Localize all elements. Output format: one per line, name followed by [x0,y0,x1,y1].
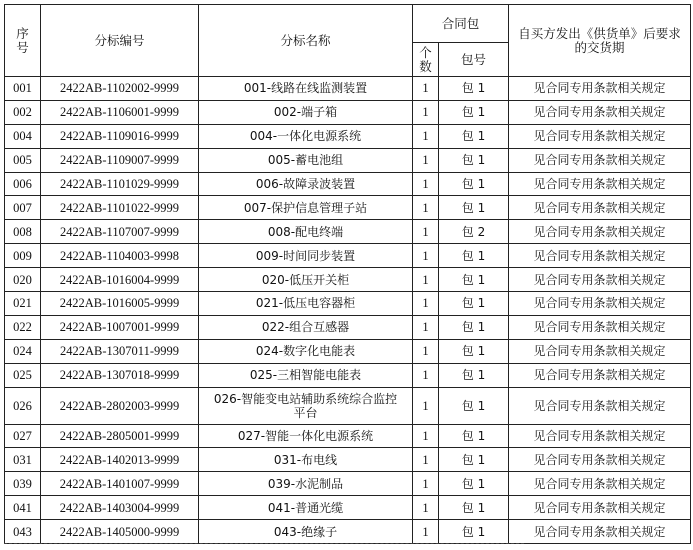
count-cell: 1 [413,196,439,220]
seq-cell: 041 [5,496,41,520]
table-row [5,148,691,172]
name-cell: 027-智能一体化电源系统 [199,424,413,448]
table-row [5,77,691,101]
count-cell: 1 [413,172,439,196]
table-row [5,172,691,196]
code-cell: 2422AB-1401007-9999 [41,472,199,496]
pkg-cell: 包 1 [439,424,509,448]
pkg-cell: 包 1 [439,472,509,496]
table-row [5,196,691,220]
code-cell: 2422AB-1109007-9999 [41,148,199,172]
seq-cell: 006 [5,172,41,196]
seq-cell: 026 [5,387,41,424]
header-pkg: 包号 [439,43,509,77]
code-cell: 2422AB-1307011-9999 [41,339,199,363]
delivery-cell: 见合同专用条款相关规定 [509,520,691,544]
seq-cell: 021 [5,292,41,316]
pkg-cell: 包 1 [439,268,509,292]
table-row [5,100,691,124]
count-cell: 1 [413,77,439,101]
table-body [5,77,691,544]
delivery-cell: 见合同专用条款相关规定 [509,100,691,124]
name-cell: 024-数字化电能表 [199,339,413,363]
seq-cell: 020 [5,268,41,292]
delivery-cell: 见合同专用条款相关规定 [509,196,691,220]
pkg-cell: 包 1 [439,292,509,316]
table-row [5,424,691,448]
name-cell: 009-时间同步装置 [199,244,413,268]
table-row [5,220,691,244]
seq-cell: 004 [5,124,41,148]
pkg-cell: 包 1 [439,363,509,387]
name-cell: 005-蓄电池组 [199,148,413,172]
code-cell: 2422AB-2805001-9999 [41,424,199,448]
seq-cell: 007 [5,196,41,220]
seq-cell: 024 [5,339,41,363]
table-row [5,244,691,268]
header-code: 分标编号 [41,5,199,77]
delivery-cell: 见合同专用条款相关规定 [509,220,691,244]
seq-cell: 022 [5,315,41,339]
code-cell: 2422AB-1016005-9999 [41,292,199,316]
delivery-cell: 见合同专用条款相关规定 [509,387,691,424]
count-cell: 1 [413,520,439,544]
code-cell: 2422AB-1107007-9999 [41,220,199,244]
pkg-cell: 包 1 [439,196,509,220]
delivery-cell: 见合同专用条款相关规定 [509,363,691,387]
code-cell: 2422AB-1016004-9999 [41,268,199,292]
seq-cell: 009 [5,244,41,268]
name-cell: 020-低压开关柜 [199,268,413,292]
seq-cell: 001 [5,77,41,101]
count-cell: 1 [413,292,439,316]
count-cell: 1 [413,100,439,124]
delivery-cell: 见合同专用条款相关规定 [509,268,691,292]
count-cell: 1 [413,220,439,244]
header-count: 个 数 [413,43,439,77]
count-cell: 1 [413,268,439,292]
seq-cell: 043 [5,520,41,544]
seq-cell: 005 [5,148,41,172]
delivery-cell: 见合同专用条款相关规定 [509,315,691,339]
pkg-cell: 包 1 [439,148,509,172]
pkg-cell: 包 1 [439,520,509,544]
pkg-cell: 包 1 [439,244,509,268]
seq-cell: 002 [5,100,41,124]
delivery-cell: 见合同专用条款相关规定 [509,448,691,472]
table-row [5,496,691,520]
seq-cell: 031 [5,448,41,472]
name-cell: 021-低压电容器柜 [199,292,413,316]
code-cell: 2422AB-1403004-9999 [41,496,199,520]
name-cell: 007-保护信息管理子站 [199,196,413,220]
code-cell: 2422AB-1101029-9999 [41,172,199,196]
name-cell: 002-端子箱 [199,100,413,124]
table-row [5,472,691,496]
name-cell: 031-布电线 [199,448,413,472]
count-cell: 1 [413,124,439,148]
count-cell: 1 [413,424,439,448]
delivery-cell: 见合同专用条款相关规定 [509,496,691,520]
pkg-cell: 包 1 [439,100,509,124]
name-cell: 008-配电终端 [199,220,413,244]
pkg-cell: 包 1 [439,172,509,196]
header-name: 分标名称 [199,5,413,77]
code-cell: 2422AB-1007001-9999 [41,315,199,339]
pkg-cell: 包 1 [439,496,509,520]
code-cell: 2422AB-1106001-9999 [41,100,199,124]
code-cell: 2422AB-1402013-9999 [41,448,199,472]
delivery-cell: 见合同专用条款相关规定 [509,472,691,496]
code-cell: 2422AB-1307018-9999 [41,363,199,387]
name-cell: 001-线路在线监测装置 [199,77,413,101]
delivery-cell: 见合同专用条款相关规定 [509,292,691,316]
code-cell: 2422AB-1405000-9999 [41,520,199,544]
name-cell: 004-一体化电源系统 [199,124,413,148]
table-row [5,315,691,339]
count-cell: 1 [413,448,439,472]
count-cell: 1 [413,315,439,339]
header-contract: 合同包 [413,5,509,43]
name-cell: 043-绝缘子 [199,520,413,544]
seq-cell: 025 [5,363,41,387]
header-seq: 序 号 [5,5,41,77]
pkg-cell: 包 1 [439,339,509,363]
pkg-cell: 包 1 [439,315,509,339]
table-row [5,292,691,316]
name-cell: 025-三相智能电能表 [199,363,413,387]
count-cell: 1 [413,363,439,387]
pkg-cell: 包 1 [439,448,509,472]
seq-cell: 039 [5,472,41,496]
code-cell: 2422AB-2802003-9999 [41,387,199,424]
count-cell: 1 [413,472,439,496]
code-cell: 2422AB-1109016-9999 [41,124,199,148]
table-row [5,124,691,148]
seq-cell: 027 [5,424,41,448]
pkg-cell: 包 1 [439,387,509,424]
count-cell: 1 [413,148,439,172]
table-row [5,387,691,424]
count-cell: 1 [413,496,439,520]
table-row [5,520,691,544]
table-row [5,363,691,387]
delivery-cell: 见合同专用条款相关规定 [509,124,691,148]
code-cell: 2422AB-1104003-9998 [41,244,199,268]
table-row [5,339,691,363]
pkg-cell: 包 1 [439,124,509,148]
name-cell: 026-智能变电站辅助系统综合监控平台 [199,387,413,424]
pkg-cell: 包 1 [439,77,509,101]
name-cell: 039-水泥制品 [199,472,413,496]
count-cell: 1 [413,244,439,268]
delivery-cell: 见合同专用条款相关规定 [509,172,691,196]
pkg-cell: 包 2 [439,220,509,244]
delivery-cell: 见合同专用条款相关规定 [509,339,691,363]
name-cell: 006-故障录波装置 [199,172,413,196]
table-row [5,268,691,292]
table-row [5,448,691,472]
table-header [5,5,691,77]
delivery-cell: 见合同专用条款相关规定 [509,424,691,448]
delivery-cell: 见合同专用条款相关规定 [509,77,691,101]
delivery-cell: 见合同专用条款相关规定 [509,148,691,172]
name-cell: 022-组合互感器 [199,315,413,339]
name-cell: 041-普通光缆 [199,496,413,520]
count-cell: 1 [413,387,439,424]
delivery-cell: 见合同专用条款相关规定 [509,244,691,268]
count-cell: 1 [413,339,439,363]
code-cell: 2422AB-1101022-9999 [41,196,199,220]
header-delivery: 自买方发出《供货单》后要求的交货期 [509,5,691,77]
code-cell: 2422AB-1102002-9999 [41,77,199,101]
delivery-schedule-table [4,4,691,544]
seq-cell: 008 [5,220,41,244]
